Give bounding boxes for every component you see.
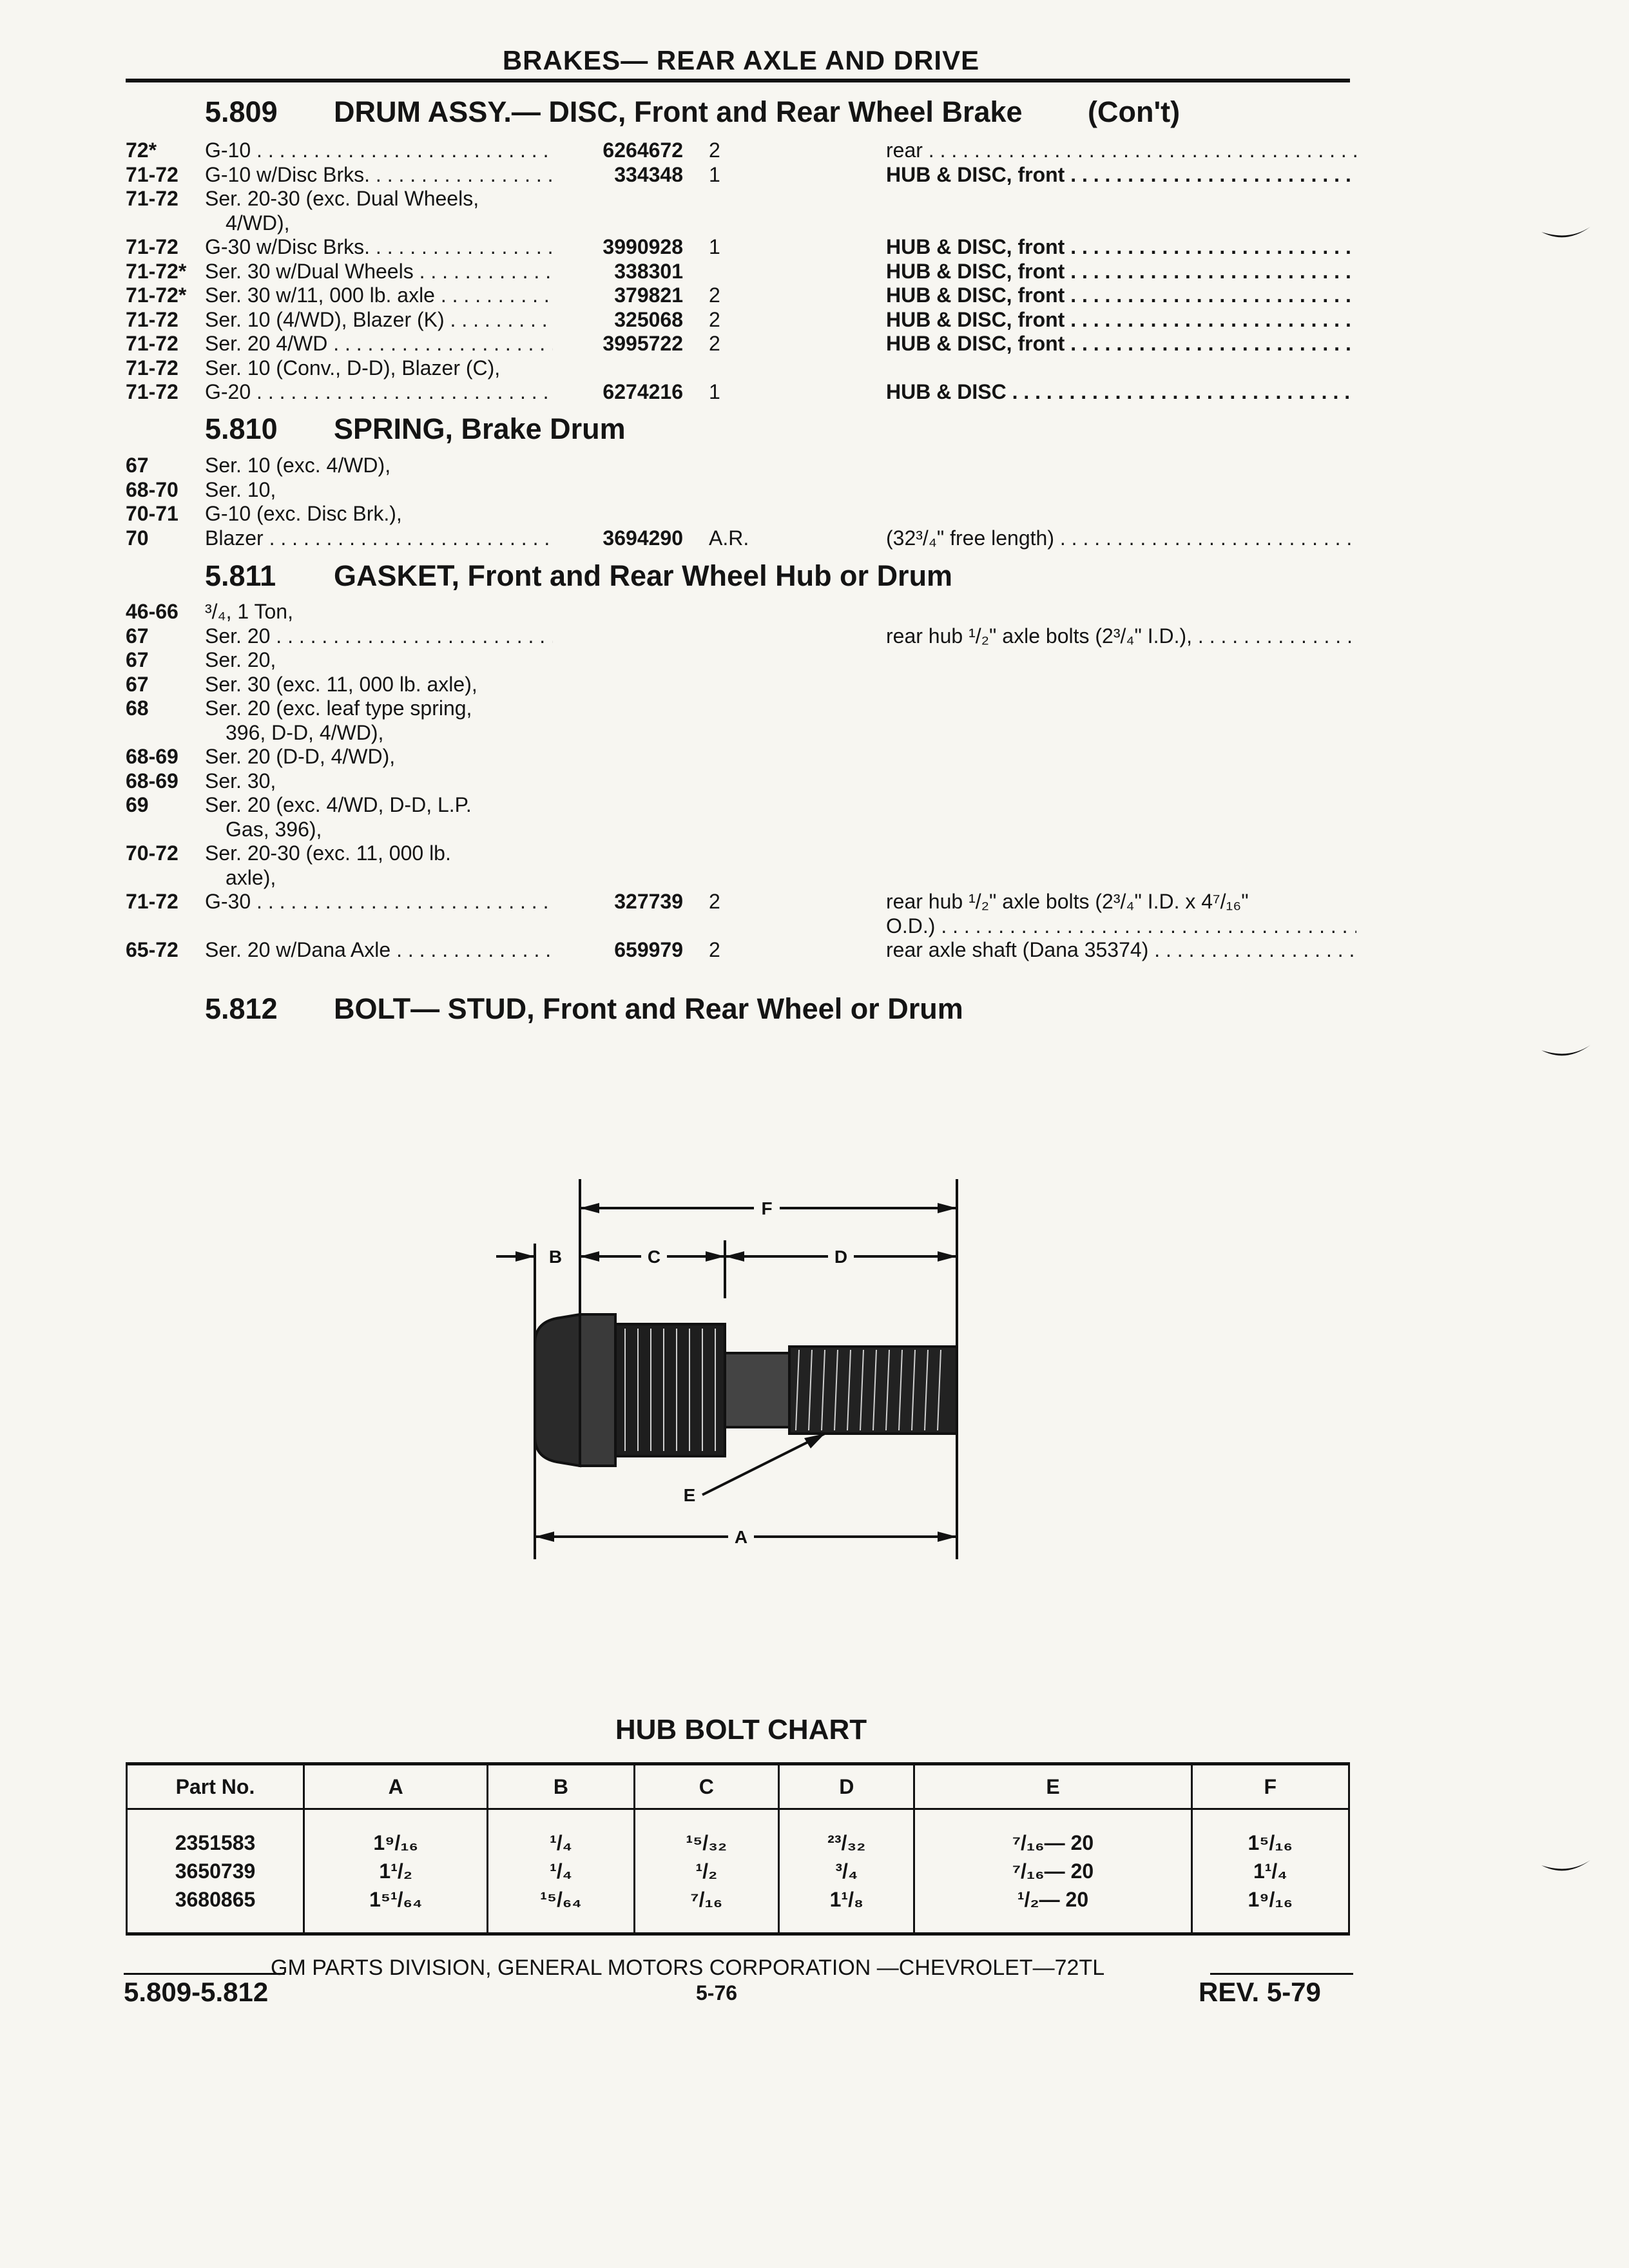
model-year: 71-72 [126,380,178,403]
cell-f: 1⁵/₁₆ [1191,1809,1349,1858]
model-year: 68-69 [126,745,178,768]
description: rear . . . [886,138,1356,162]
description: rear hub ¹/₂" axle bolts (2³/₄" I.D. x 4⁷/₁₆" [886,890,1249,913]
description: HUB & DISC, front . . . [886,307,1356,332]
cell-f: 1¹/₄ [1191,1857,1349,1885]
cell-b: ¹/₄ [488,1809,634,1858]
application: G-20 . . . [205,380,553,404]
model-year: 71-72* [126,259,187,283]
model-year: 70-71 [126,502,178,525]
parts-row [0,720,1482,745]
quantity: 2 [709,139,720,162]
cell-part-no: 2351583 [127,1809,304,1858]
part-number: 3990928 [602,235,683,258]
application: G-10 (exc. Disc Brk.), [205,502,402,525]
parts-row [0,648,1482,672]
parts-row [0,817,1482,841]
parts-row [0,186,1482,211]
part-number: 327739 [614,890,683,913]
cell-d: ²³/₃₂ [779,1809,914,1858]
cell-d: ³/₄ [779,1857,914,1885]
parts-row [0,331,1482,356]
section-title: BOLT— STUD, Front and Rear Wheel or Drum [334,992,963,1025]
section-5810-heading [205,412,1300,447]
quantity: 2 [709,332,720,355]
cell-part-no: 3680865 [127,1885,304,1934]
hub-bolt-chart [126,1762,1350,1936]
quantity: 2 [709,307,720,331]
part-number: 334348 [614,162,683,186]
parts-row [0,769,1482,793]
application: Ser. 20-30 (exc. 11, 000 lb. [205,841,451,865]
application: Ser. 30 w/11, 000 lb. axle . . . [205,283,553,307]
footer-revision: REV. 5-79 [1199,1977,1321,2007]
cell-e: ¹/₂— 20 [914,1885,1191,1934]
parts-row [0,356,1482,380]
stud-bolt-diagram [477,1160,1005,1598]
parts-row [0,259,1482,284]
parts-row [0,599,1482,624]
description: HUB & DISC . . . [886,380,1356,404]
part-number: 6274216 [602,380,683,403]
dim-label-d: D [834,1247,848,1267]
binder-mark-icon [1540,1044,1592,1063]
application: Ser. 10 (Conv., D-D), Blazer (C), [205,356,501,380]
table-row [127,1857,1349,1885]
section-title: DRUM ASSY.— DISC, Front and Rear Wheel Brake [334,95,1023,128]
application: Ser. 30, [205,769,276,793]
part-number: 6264672 [602,139,683,162]
model-year: 67 [126,672,149,696]
binder-mark-icon [1540,226,1592,245]
model-year: 67 [126,648,149,671]
section-suffix: (Con't) [1088,95,1181,128]
description: rear hub ¹/₂" axle bolts (2³/₄" I.D.), . . . [886,624,1356,648]
description: HUB & DISC, front . . . [886,331,1356,356]
cell-a: 1⁹/₁₆ [304,1809,488,1858]
model-year: 71-72 [126,307,178,331]
quantity: 1 [709,162,720,186]
application: Ser. 30 w/Dual Wheels . . . [205,259,553,284]
model-year: 65-72 [126,938,178,961]
parts-row [0,477,1482,502]
description: O.D.) . . . [886,914,1356,938]
col-header-b: B [488,1764,634,1809]
application: Ser. 20 (exc. 4/WD, D-D, L.P. [205,793,472,816]
binder-mark-icon [1540,1859,1592,1878]
model-year: 71-72* [126,284,187,307]
quantity: 2 [709,284,720,307]
section-number: 5.812 [205,992,278,1025]
parts-row [0,526,1482,550]
section-number: 5.811 [205,559,276,592]
dim-label-b: B [548,1247,563,1267]
model-year: 68 [126,697,149,720]
description: HUB & DISC, front . . . [886,283,1356,307]
parts-row [0,211,1482,235]
cell-c: ¹/₂ [634,1857,779,1885]
application: G-30 . . . [205,889,553,914]
col-header-f: F [1191,1764,1349,1809]
application: Ser. 20 w/Dana Axle . . . [205,937,553,962]
quantity: A.R. [709,526,749,550]
parts-row [0,307,1482,332]
section-5812-heading [205,992,1300,1027]
model-year: 67 [126,454,149,477]
header-rule [126,79,1350,82]
parts-row [0,744,1482,769]
model-year: 70-72 [126,841,178,865]
model-year: 71-72 [126,890,178,913]
model-year: 70 [126,526,149,550]
application: Ser. 20 (exc. leaf type spring, [205,697,472,720]
model-year: 67 [126,624,149,648]
footer-publisher: GM PARTS DIVISION, GENERAL MOTORS CORPORATION —CHEVROLET—72TL [271,1956,1105,1980]
footer-rule-right [1210,1973,1353,1975]
cell-b: ¹⁵/₆₄ [488,1885,634,1934]
description: HUB & DISC, front . . . [886,162,1356,187]
col-header-a: A [304,1764,488,1809]
col-header-e: E [914,1764,1191,1809]
description: (32³/₄" free length) . . . [886,526,1356,550]
dim-label-f: F [761,1198,773,1218]
application: Ser. 20, [205,648,276,671]
part-number: 338301 [614,259,683,283]
cell-a: 1¹/₂ [304,1857,488,1885]
application: 396, D-D, 4/WD), [226,720,384,744]
application: Ser. 20 4/WD . . . [205,331,553,356]
dim-label-a: A [734,1527,748,1547]
parts-row [0,138,1482,162]
cell-a: 1⁵¹/₆₄ [304,1885,488,1934]
parts-row [0,453,1482,477]
model-year: 68-70 [126,477,178,501]
col-header-part-no: Part No. [127,1764,304,1809]
model-year: 71-72 [126,356,178,380]
application: G-10 w/Disc Brks. . . . [205,162,553,187]
col-header-c: C [634,1764,779,1809]
footer-page-number: 5-76 [696,1981,738,2004]
description: HUB & DISC, front . . . [886,235,1356,259]
application: Ser. 20-30 (exc. Dual Wheels, [205,187,479,210]
parts-row [0,914,1482,938]
quantity: 1 [709,235,720,258]
section-5809-heading [205,95,1300,130]
cell-c: ⁷/₁₆ [634,1885,779,1934]
parts-row [0,889,1482,914]
parts-row [0,162,1482,187]
parts-row [0,865,1482,890]
application: Ser. 20 . . . [205,624,553,648]
part-number: 659979 [614,938,683,961]
parts-row [0,793,1482,817]
quantity: 2 [709,938,720,961]
dim-label-c: C [647,1247,661,1267]
quantity: 1 [709,380,720,403]
application: G-10 . . . [205,138,553,162]
table-row [127,1885,1349,1934]
model-year: 71-72 [126,187,178,210]
cell-c: ¹⁵/₃₂ [634,1809,779,1858]
footer-rule-left [124,1973,285,1975]
section-title: GASKET, Front and Rear Wheel Hub or Drum [334,559,953,592]
part-number: 379821 [614,284,683,307]
parts-row [0,672,1482,697]
section-number: 5.809 [205,95,278,128]
parts-row [0,501,1482,526]
dim-label-e: E [683,1485,696,1505]
page-header-title: BRAKES— REAR AXLE AND DRIVE [502,45,980,75]
parts-row [0,283,1482,307]
section-number: 5.810 [205,412,278,445]
cell-f: 1⁹/₁₆ [1191,1885,1349,1934]
application: Blazer . . . [205,526,553,550]
application: Ser. 10, [205,477,276,501]
hub-bolt-chart-title: HUB BOLT CHART [615,1714,867,1745]
model-year: 69 [126,793,149,816]
cell-b: ¹/₄ [488,1857,634,1885]
application: ³/₄, 1 Ton, [205,600,293,623]
application: axle), [226,865,276,889]
parts-row [0,380,1482,404]
col-header-d: D [779,1764,914,1809]
application: Ser. 10 (exc. 4/WD), [205,454,391,477]
model-year: 71-72 [126,235,178,258]
cell-part-no: 3650739 [127,1857,304,1885]
parts-row [0,841,1482,865]
description: rear axle shaft (Dana 35374) . . . [886,937,1356,962]
model-year: 71-72 [126,332,178,355]
hub-chart-header-row [127,1764,1349,1809]
application: Gas, 396), [226,817,322,841]
model-year: 71-72 [126,162,178,186]
section-5811-heading [205,559,1300,594]
cell-d: 1¹/₈ [779,1885,914,1934]
section-title: SPRING, Brake Drum [334,412,626,445]
model-year: 72* [126,139,157,162]
parts-row [0,624,1482,648]
model-year: 46-66 [126,600,178,623]
parts-row [0,235,1482,259]
application: G-30 w/Disc Brks. . . . [205,235,553,259]
application: 4/WD), [226,211,290,235]
model-year: 68-69 [126,769,178,793]
table-row [127,1809,1349,1858]
part-number: 325068 [614,307,683,331]
cell-e: ⁷/₁₆— 20 [914,1809,1191,1858]
parts-row [0,696,1482,720]
part-number: 3995722 [602,332,683,355]
quantity: 2 [709,890,720,913]
application: Ser. 30 (exc. 11, 000 lb. axle), [205,672,477,696]
application: Ser. 10 (4/WD), Blazer (K) . . . [205,307,553,332]
part-number: 3694290 [602,526,683,550]
parts-row [0,937,1482,962]
footer-section-range: 5.809-5.812 [124,1977,269,2007]
application: Ser. 20 (D-D, 4/WD), [205,745,396,768]
description: HUB & DISC, front . . . [886,259,1356,284]
cell-e: ⁷/₁₆— 20 [914,1857,1191,1885]
